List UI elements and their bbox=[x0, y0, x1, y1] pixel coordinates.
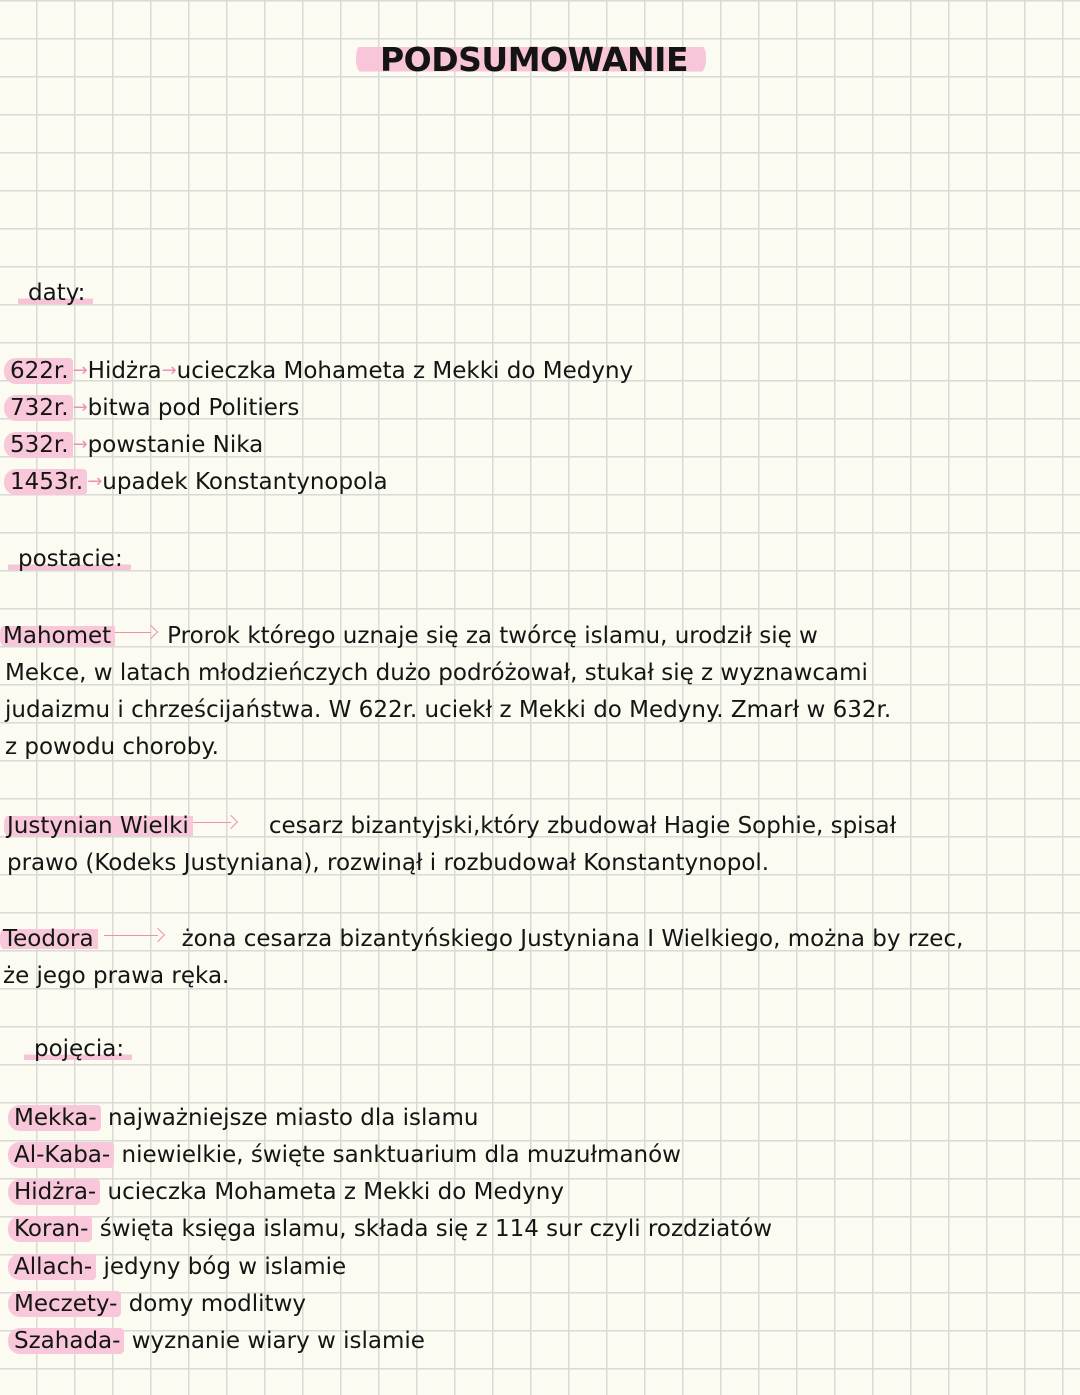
date-event: bitwa pod Politiers bbox=[87, 395, 300, 421]
terms-heading: pojęcia: bbox=[24, 1036, 132, 1062]
term-row bbox=[8, 1286, 306, 1323]
people-heading: postacie: bbox=[8, 546, 131, 572]
term-row bbox=[8, 1249, 346, 1286]
term-definition: domy modlitwy bbox=[128, 1291, 306, 1317]
term-row bbox=[8, 1174, 564, 1211]
arrow-icon: → bbox=[72, 434, 88, 455]
person-description: z powodu choroby. bbox=[5, 734, 219, 760]
term-definition: wyznanie wiary w islamie bbox=[131, 1328, 425, 1354]
term-definition: ucieczka Mohameta z Mekki do Medyny bbox=[107, 1179, 564, 1205]
date-row bbox=[4, 352, 633, 389]
term-definition: święta księga islamu, składa się z 114 sur czyli rozdziatów bbox=[99, 1216, 773, 1242]
person-name: Mahomet bbox=[0, 623, 115, 649]
person-description: Prorok którego uznaje się za twórcę islamu, urodził się w bbox=[167, 623, 818, 649]
person-entry-teodora bbox=[0, 921, 963, 958]
person-description: że jego prawa ręka. bbox=[3, 963, 230, 989]
person-description: judaizmu i chrześcijaństwa. W 622r. uciekł z Mekki do Medyny. Zmarł w 632r. bbox=[5, 697, 892, 723]
person-description: żona cesarza bizantyńskiego Justyniana I Wielkiego, można by rzec, bbox=[181, 926, 964, 952]
person-description: Mekce, w latach młodzieńczych dużo podróżował, stukał się z wyznawcami bbox=[5, 660, 868, 686]
arrow-icon: → bbox=[72, 360, 88, 381]
arrow-icon: → bbox=[72, 397, 88, 418]
date-row bbox=[4, 426, 263, 463]
arrow-icon bbox=[193, 818, 237, 828]
arrow-icon: → bbox=[161, 360, 177, 381]
person-name: Teodora bbox=[0, 926, 98, 952]
person-name: Justynian Wielki bbox=[4, 813, 193, 839]
term-label: Meczety- bbox=[8, 1291, 121, 1317]
term-row bbox=[8, 1100, 479, 1137]
date-event: Hidżra bbox=[87, 358, 162, 384]
date-label: 532r. bbox=[4, 432, 73, 458]
person-entry-mahomet bbox=[0, 618, 818, 655]
date-row bbox=[4, 463, 388, 500]
term-definition: jedyny bóg w islamie bbox=[103, 1254, 347, 1280]
date-event-detail: ucieczka Mohameta z Mekki do Medyny bbox=[176, 358, 634, 384]
arrow-icon bbox=[115, 628, 157, 638]
arrow-icon: → bbox=[87, 471, 103, 492]
person-description: cesarz bizantyjski,który zbudował Hagie Sophie, spisał bbox=[268, 813, 897, 839]
term-label: Koran- bbox=[8, 1216, 92, 1242]
term-label: Al-Kaba- bbox=[8, 1142, 114, 1168]
person-description: prawo (Kodeks Justyniana), rozwinął i rozbudował Konstantynopol. bbox=[7, 850, 770, 876]
term-row bbox=[8, 1137, 681, 1174]
dates-heading: daty: bbox=[18, 280, 93, 306]
date-label: 1453r. bbox=[4, 469, 87, 495]
date-label: 732r. bbox=[4, 395, 73, 421]
term-label: Szahada- bbox=[8, 1328, 124, 1354]
term-label: Mekka- bbox=[8, 1105, 101, 1131]
date-row bbox=[4, 389, 299, 426]
term-row bbox=[8, 1211, 772, 1248]
date-event: upadek Konstantynopola bbox=[102, 469, 388, 495]
term-label: Hidżra- bbox=[8, 1179, 100, 1205]
date-label: 622r. bbox=[4, 358, 73, 384]
date-event: powstanie Nika bbox=[87, 432, 264, 458]
arrow-icon bbox=[104, 931, 164, 941]
term-definition: niewielkie, święte sanktuarium dla muzułmanów bbox=[121, 1142, 681, 1168]
page-title: PODSUMOWANIE bbox=[356, 38, 706, 79]
term-label: Allach- bbox=[8, 1254, 96, 1280]
term-row bbox=[8, 1323, 425, 1360]
term-definition: najważniejsze miasto dla islamu bbox=[107, 1105, 479, 1131]
person-entry-justynian bbox=[4, 808, 896, 845]
